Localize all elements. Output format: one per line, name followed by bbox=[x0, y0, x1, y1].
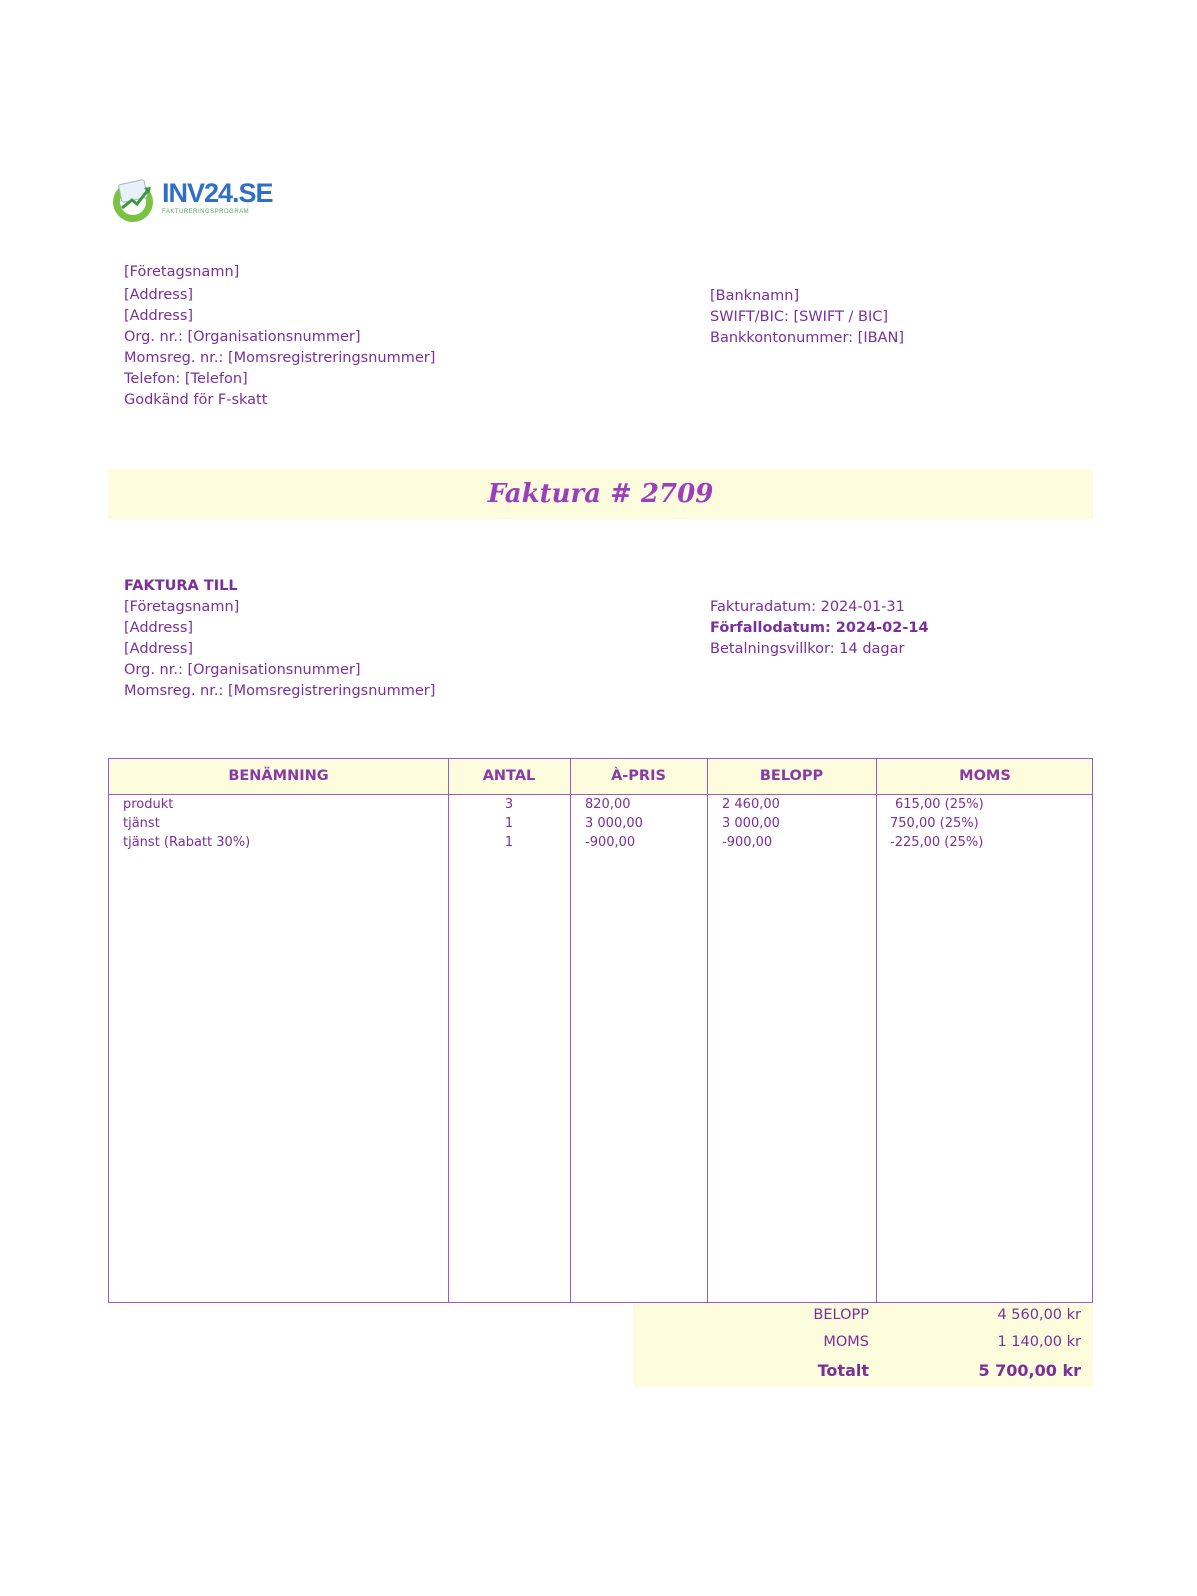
column-divider bbox=[876, 759, 877, 1302]
logo-tagline: FAKTURERINGSPROGRAM bbox=[162, 209, 250, 215]
grand-total-label: Totalt bbox=[817, 1361, 869, 1380]
header-amount: BELOPP bbox=[759, 768, 824, 784]
row-unit-price: -900,00 bbox=[585, 835, 636, 850]
row-description: produkt bbox=[123, 797, 174, 812]
seller-org-nr: Org. nr.: [Organisationsnummer] bbox=[124, 329, 361, 345]
header-vat: MOMS bbox=[959, 768, 1011, 784]
vat-total-label: MOMS bbox=[823, 1334, 869, 1350]
bank-account: Bankkontonummer: [IBAN] bbox=[710, 330, 904, 346]
row-unit-price: 820,00 bbox=[585, 797, 631, 812]
seller-block bbox=[124, 262, 435, 411]
vat-total-value: 1 140,00 kr bbox=[997, 1334, 1081, 1350]
invoice-date: Fakturadatum: 2024-01-31 bbox=[710, 599, 905, 615]
row-amount: 2 460,00 bbox=[722, 797, 780, 812]
header-description: BENÄMNING bbox=[228, 768, 329, 784]
row-quantity: 1 bbox=[504, 816, 514, 831]
header-unit-price: À-PRIS bbox=[611, 768, 666, 784]
row-amount: -900,00 bbox=[722, 835, 773, 850]
seller-vat-nr: Momsreg. nr.: [Momsregistreringsnummer] bbox=[124, 350, 436, 366]
seller-address-2: [Address] bbox=[124, 308, 194, 324]
row-vat: 750,00 (25%) bbox=[890, 816, 979, 831]
row-description: tjänst (Rabatt 30%) bbox=[123, 835, 251, 850]
column-divider bbox=[707, 759, 708, 1302]
bank-block bbox=[710, 286, 904, 349]
header-quantity: ANTAL bbox=[482, 768, 536, 784]
seller-tax-note: Godkänd för F-skatt bbox=[124, 392, 268, 408]
row-vat: 615,00 (25%) bbox=[895, 797, 984, 812]
invoice-title-bar bbox=[108, 469, 1093, 519]
seller-company: [Företagsnamn] bbox=[124, 264, 240, 280]
bank-swift: SWIFT/BIC: [SWIFT / BIC] bbox=[710, 309, 889, 325]
bill-to-org-nr: Org. nr.: [Organisationsnummer] bbox=[124, 662, 361, 678]
subtotal-value: 4 560,00 kr bbox=[997, 1307, 1081, 1323]
row-vat: -225,00 (25%) bbox=[890, 835, 984, 850]
bill-to-address-1: [Address] bbox=[124, 620, 194, 636]
bank-name: [Banknamn] bbox=[710, 288, 800, 304]
seller-address-1: [Address] bbox=[124, 287, 194, 303]
totals-block bbox=[633, 1303, 1093, 1387]
seller-phone: Telefon: [Telefon] bbox=[124, 371, 248, 387]
column-divider bbox=[570, 759, 571, 1302]
invoice-title: Faktura # 2709 bbox=[487, 479, 714, 509]
logo-name: INV24.SE bbox=[162, 178, 273, 208]
grand-total-value: 5 700,00 kr bbox=[978, 1361, 1081, 1380]
bill-to-address-2: [Address] bbox=[124, 641, 194, 657]
table-header bbox=[109, 759, 1092, 795]
dates-block bbox=[710, 597, 929, 660]
row-description: tjänst bbox=[123, 816, 160, 831]
bill-to-heading: FAKTURA TILL bbox=[124, 578, 238, 594]
row-quantity: 3 bbox=[504, 797, 514, 812]
row-unit-price: 3 000,00 bbox=[585, 816, 643, 831]
bill-to-block bbox=[124, 576, 435, 702]
bill-to-vat-nr: Momsreg. nr.: [Momsregistreringsnummer] bbox=[124, 683, 436, 699]
row-amount: 3 000,00 bbox=[722, 816, 780, 831]
row-quantity: 1 bbox=[504, 835, 514, 850]
logo-icon bbox=[110, 178, 158, 224]
company-logo bbox=[110, 178, 273, 224]
bill-to-company: [Företagsnamn] bbox=[124, 599, 240, 615]
payment-terms: Betalningsvillkor: 14 dagar bbox=[710, 641, 905, 657]
subtotal-label: BELOPP bbox=[813, 1307, 869, 1323]
items-table bbox=[108, 758, 1093, 1303]
due-date: Förfallodatum: 2024-02-14 bbox=[710, 620, 929, 636]
